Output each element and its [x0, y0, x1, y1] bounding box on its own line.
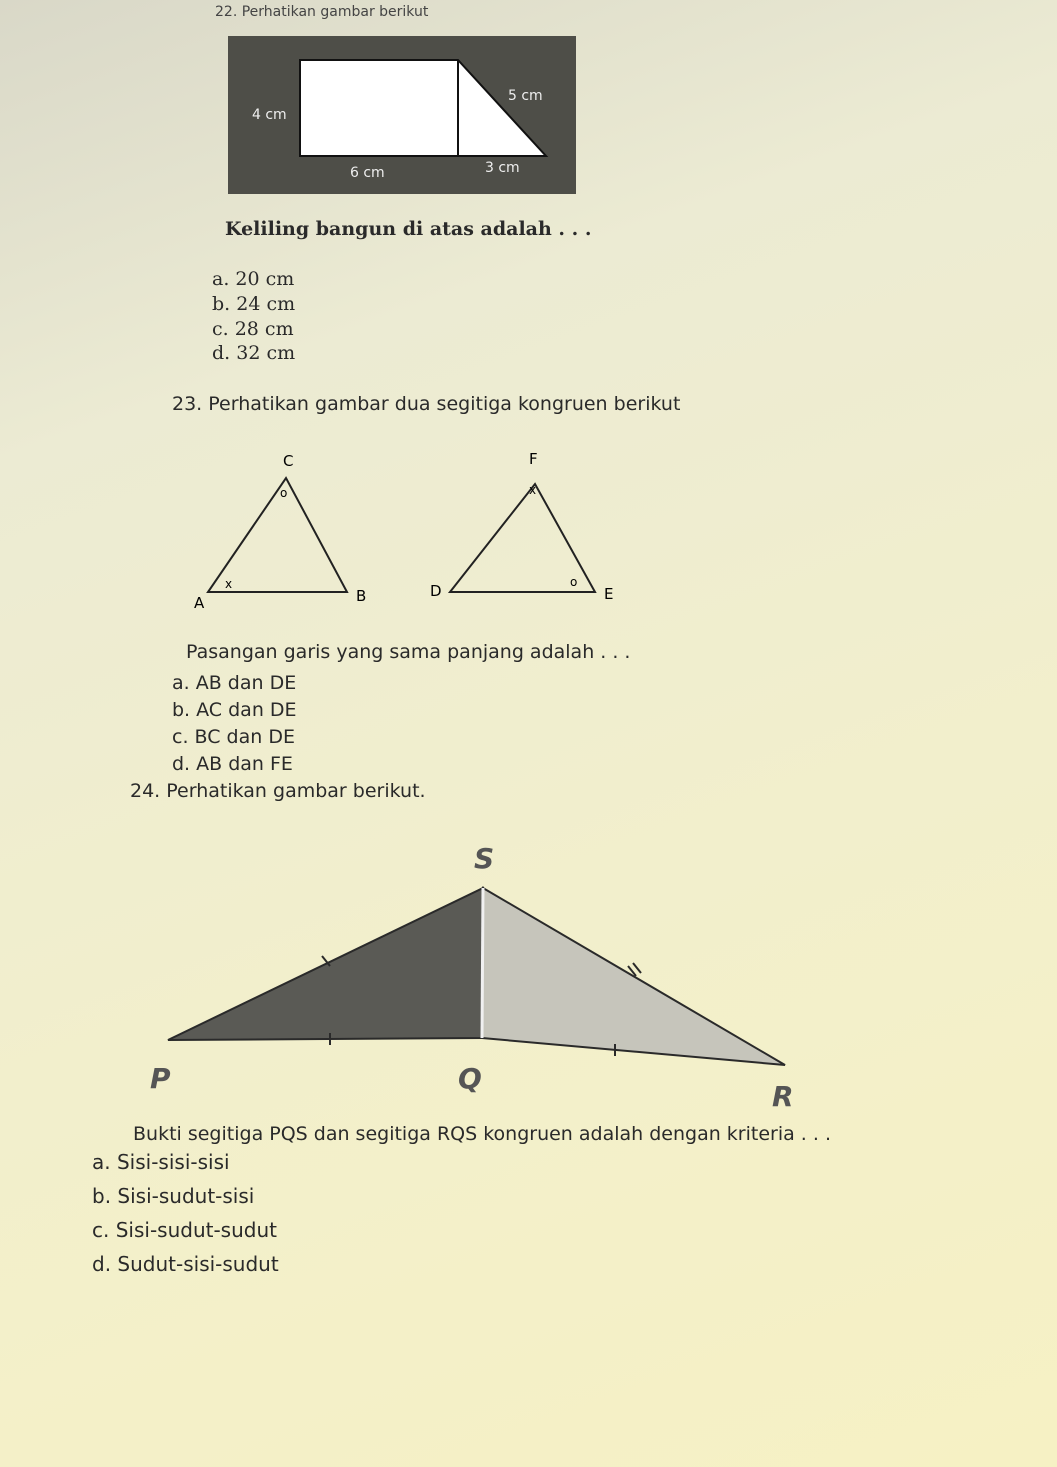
q23-figure: [190, 446, 630, 616]
q22-option-b: b. 24 cm: [212, 293, 296, 315]
q24-title: 24. Perhatikan gambar berikut.: [130, 780, 426, 802]
q22-option-a: a. 20 cm: [212, 268, 295, 290]
mark-angle-f: x: [529, 483, 537, 497]
label-a: A: [194, 594, 205, 612]
q22-bottom-left-label: 6 cm: [350, 165, 385, 181]
mark-angle-e: o: [570, 575, 578, 589]
q22-question: Keliling bangun di atas adalah . . .: [225, 218, 592, 240]
q22-bottom-right-label: 3 cm: [485, 160, 520, 176]
q23-question: Pasangan garis yang sama panjang adalah . . .: [186, 641, 631, 663]
q24-option-c: c. Sisi-sudut-sudut: [92, 1218, 277, 1242]
q23-option-d: d. AB dan FE: [172, 753, 293, 775]
triangle-pqs: [168, 888, 483, 1040]
q23-title: 23. Perhatikan gambar dua segitiga kongruen berikut: [172, 393, 681, 415]
q23-option-b: b. AC dan DE: [172, 699, 297, 721]
q22-left-label: 4 cm: [252, 107, 287, 123]
triangle-abc: [208, 478, 347, 592]
q24-option-a: a. Sisi-sisi-sisi: [92, 1150, 230, 1174]
q22-slant-label: 5 cm: [508, 88, 543, 104]
q22-title: 22. Perhatikan gambar berikut: [215, 4, 429, 20]
q24-option-d: d. Sudut-sisi-sudut: [92, 1252, 279, 1276]
label-f: F: [529, 450, 538, 468]
q22-option-d: d. 32 cm: [212, 342, 296, 364]
label-c: C: [283, 452, 294, 470]
label-q: Q: [458, 1062, 482, 1095]
label-s: S: [474, 842, 495, 875]
q23-option-a: a. AB dan DE: [172, 672, 297, 694]
q23-option-c: c. BC dan DE: [172, 726, 295, 748]
q24-question: Bukti segitiga PQS dan segitiga RQS kongruen adalah dengan kriteria . . .: [133, 1123, 832, 1145]
label-r: R: [772, 1080, 794, 1113]
triangle-rqs: [482, 888, 785, 1065]
mark-angle-a: x: [225, 577, 233, 591]
tick-rs-2: [633, 963, 641, 973]
label-e: E: [604, 585, 614, 603]
label-d: D: [430, 582, 442, 600]
q24-figure: [140, 830, 820, 1115]
label-p: P: [150, 1062, 171, 1095]
q22-option-c: c. 28 cm: [212, 318, 294, 340]
mark-angle-c: o: [280, 486, 288, 500]
q22-figure: [228, 36, 576, 194]
label-b: B: [356, 587, 367, 605]
segment-sq: [482, 888, 483, 1038]
q24-option-b: b. Sisi-sudut-sisi: [92, 1184, 255, 1208]
